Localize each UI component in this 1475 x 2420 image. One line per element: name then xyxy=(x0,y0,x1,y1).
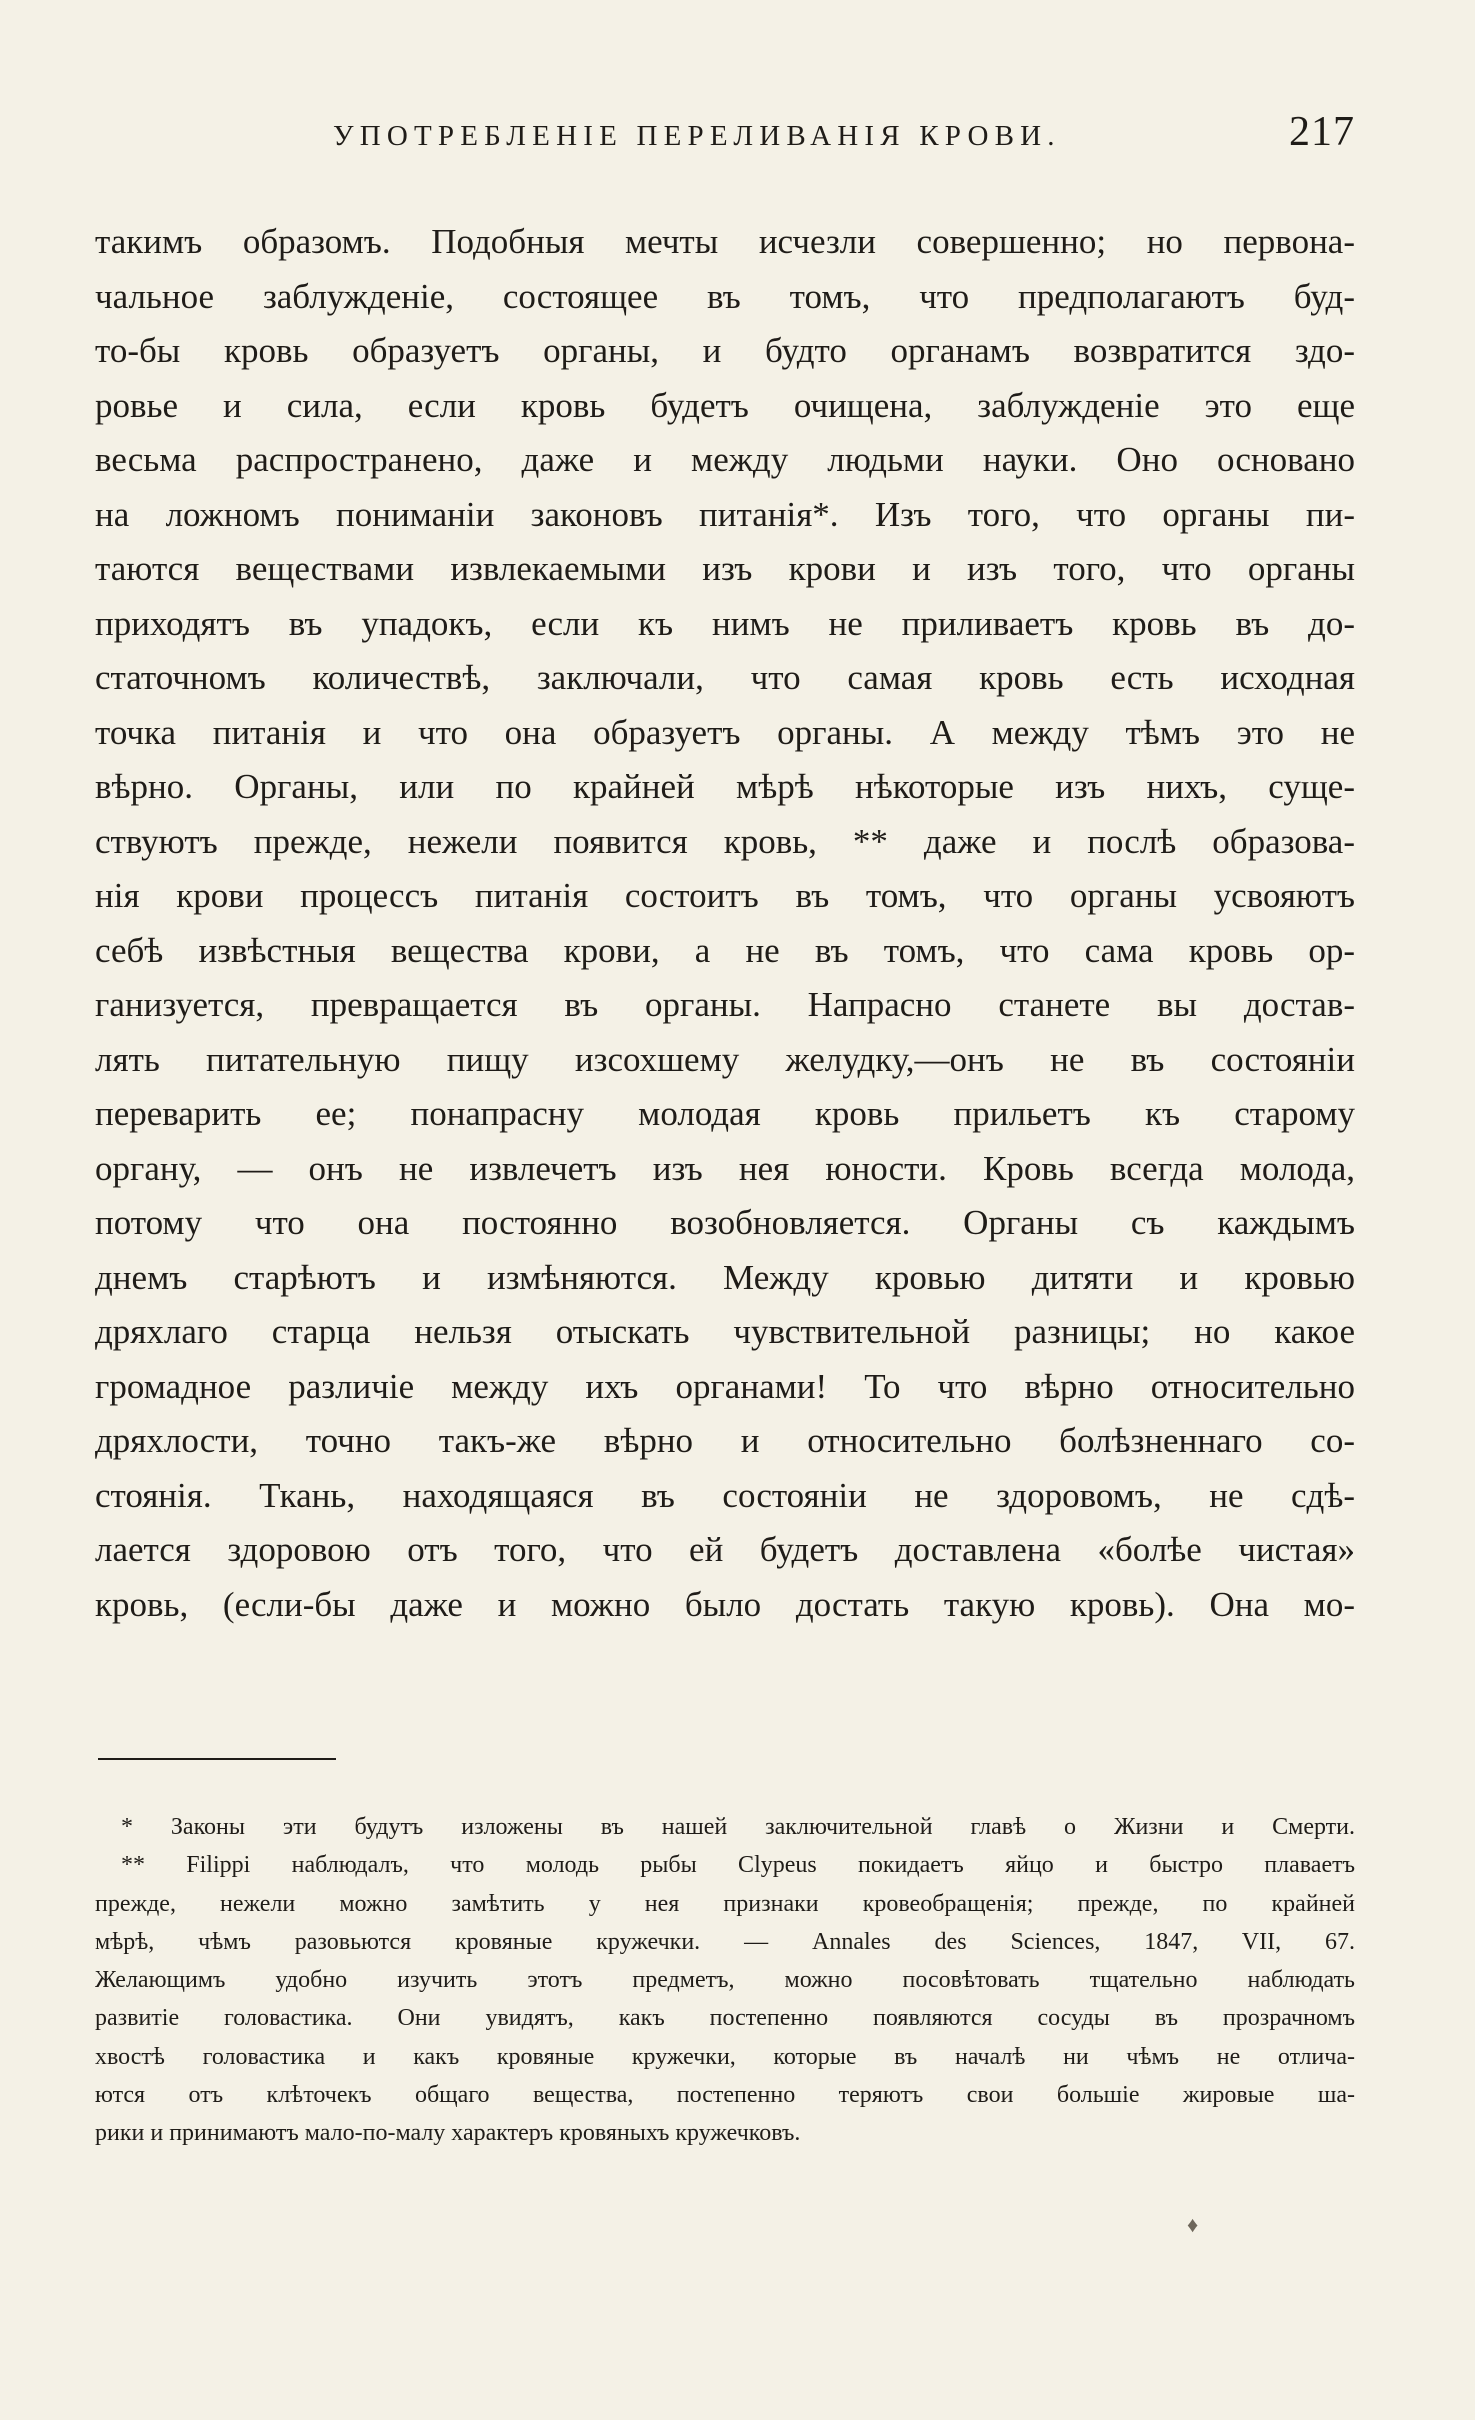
footnotes xyxy=(95,1808,1355,2153)
footnote-separator xyxy=(98,1758,336,1760)
text-line: лять питательную пищу изсохшему желудку,—онъ не въ состояніи xyxy=(95,1039,1355,1079)
running-title: УПОТРЕБЛЕНІЕ ПЕРЕЛИВАНІЯ КРОВИ. xyxy=(333,120,1061,152)
footnote-line: рики и принимаютъ мало-по-малу характеръ кровяныхъ кружечковъ. xyxy=(95,2120,801,2147)
text-line: таются веществами извлекаемыми изъ крови и изъ того, что органы xyxy=(95,549,1355,588)
text-line: органу, — онъ не извлечетъ изъ нея юности. Кровь всегда молода, xyxy=(95,1148,1355,1188)
footnote-line: хвостѣ головастика и какъ кровяные кружечки, которые въ началѣ ни чѣмъ не отлича- xyxy=(95,2043,1355,2070)
footnote-line: ются отъ клѣточекъ общаго вещества, постепенно теряютъ свои большіе жировые ша- xyxy=(95,2082,1355,2109)
text-line: весьма распространено, даже и между людьми науки. Оно основано xyxy=(95,440,1355,479)
footnote-line: Желающимъ удобно изучить этотъ предметъ, можно посовѣтовать тщательно наблюдать xyxy=(95,1967,1355,1994)
text-line: днемъ старѣютъ и измѣняются. Между кровью дитяти и кровью xyxy=(95,1257,1355,1297)
footnote-line: * Законы эти будутъ изложены въ нашей заключительной главѣ о Жизни и Смерти. xyxy=(121,1814,1355,1840)
text-line: нія крови процессъ питанія состоитъ въ томъ, что органы усвояютъ xyxy=(95,876,1355,915)
text-line: ствуютъ прежде, нежели появится кровь, ** даже и послѣ образова- xyxy=(95,821,1355,861)
text-line: точка питанія и что она образуетъ органы. А между тѣмъ это не xyxy=(95,712,1355,752)
running-head xyxy=(95,108,1355,168)
text-line: статочномъ количествѣ, заключали, что самая кровь есть исходная xyxy=(95,658,1355,697)
text-line: такимъ образомъ. Подобныя мечты исчезли совершенно; но первона- xyxy=(95,222,1355,261)
footnote-line: мѣрѣ, чѣмъ разовьются кровяные кружечки. — Annales des Sciences, 1847, VII, 67. xyxy=(95,1928,1355,1955)
text-line: ганизуется, превращается въ органы. Напрасно станете вы достав- xyxy=(95,985,1355,1024)
footnote-line: прежде, нежели можно замѣтить у нея признаки кровеобращенія; прежде, по крайней xyxy=(95,1890,1355,1917)
text-line: кровь, (если-бы даже и можно было достать такую кровь). Она мо- xyxy=(95,1584,1355,1624)
printer-mark: ♦ xyxy=(1187,2212,1199,2237)
text-line: то-бы кровь образуетъ органы, и будто органамъ возвратится здо- xyxy=(95,331,1355,370)
text-line: дряхлости, точно такъ-же вѣрно и относительно болѣзненнаго со- xyxy=(95,1421,1355,1460)
text-line: себѣ извѣстныя вещества крови, а не въ томъ, что сама кровь ор- xyxy=(95,930,1355,970)
text-line: потому что она постоянно возобновляется. Органы съ каждымъ xyxy=(95,1203,1355,1242)
footnote-line: ** Filippi наблюдалъ, что молодь рыбы Clypeus покидаетъ яйцо и быстро плаваетъ xyxy=(121,1852,1355,1879)
text-line: громадное различіе между ихъ органами! То что вѣрно относительно xyxy=(95,1366,1355,1406)
footnote-line: развитіе головастика. Они увидятъ, какъ постепенно появляются сосуды въ прозрачномъ xyxy=(95,2005,1355,2032)
text-line: ровье и сила, если кровь будетъ очищена, заблужденіе это еще xyxy=(95,385,1355,425)
text-line: приходятъ въ упадокъ, если къ нимъ не приливаетъ кровь въ до- xyxy=(95,603,1355,643)
text-line: дряхлаго старца нельзя отыскать чувствительной разницы; но какое xyxy=(95,1312,1355,1351)
text-line: переварить ее; понапрасну молодая кровь прильетъ къ старому xyxy=(95,1094,1355,1133)
text-line: стоянія. Ткань, находящаяся въ состояніи не здоровомъ, не сдѣ- xyxy=(95,1475,1355,1515)
page-number: 217 xyxy=(1289,109,1355,155)
text-line: чальное заблужденіе, состоящее въ томъ, что предполагаютъ буд- xyxy=(95,276,1355,316)
text-line: лается здоровою отъ того, что ей будетъ доставлена «болѣе чистая» xyxy=(95,1530,1355,1569)
text-line: вѣрно. Органы, или по крайней мѣрѣ нѣкоторые изъ нихъ, суще- xyxy=(95,767,1355,806)
main-text xyxy=(95,215,1355,1632)
text-line: на ложномъ пониманіи законовъ питанія*. Изъ того, что органы пи- xyxy=(95,494,1355,534)
